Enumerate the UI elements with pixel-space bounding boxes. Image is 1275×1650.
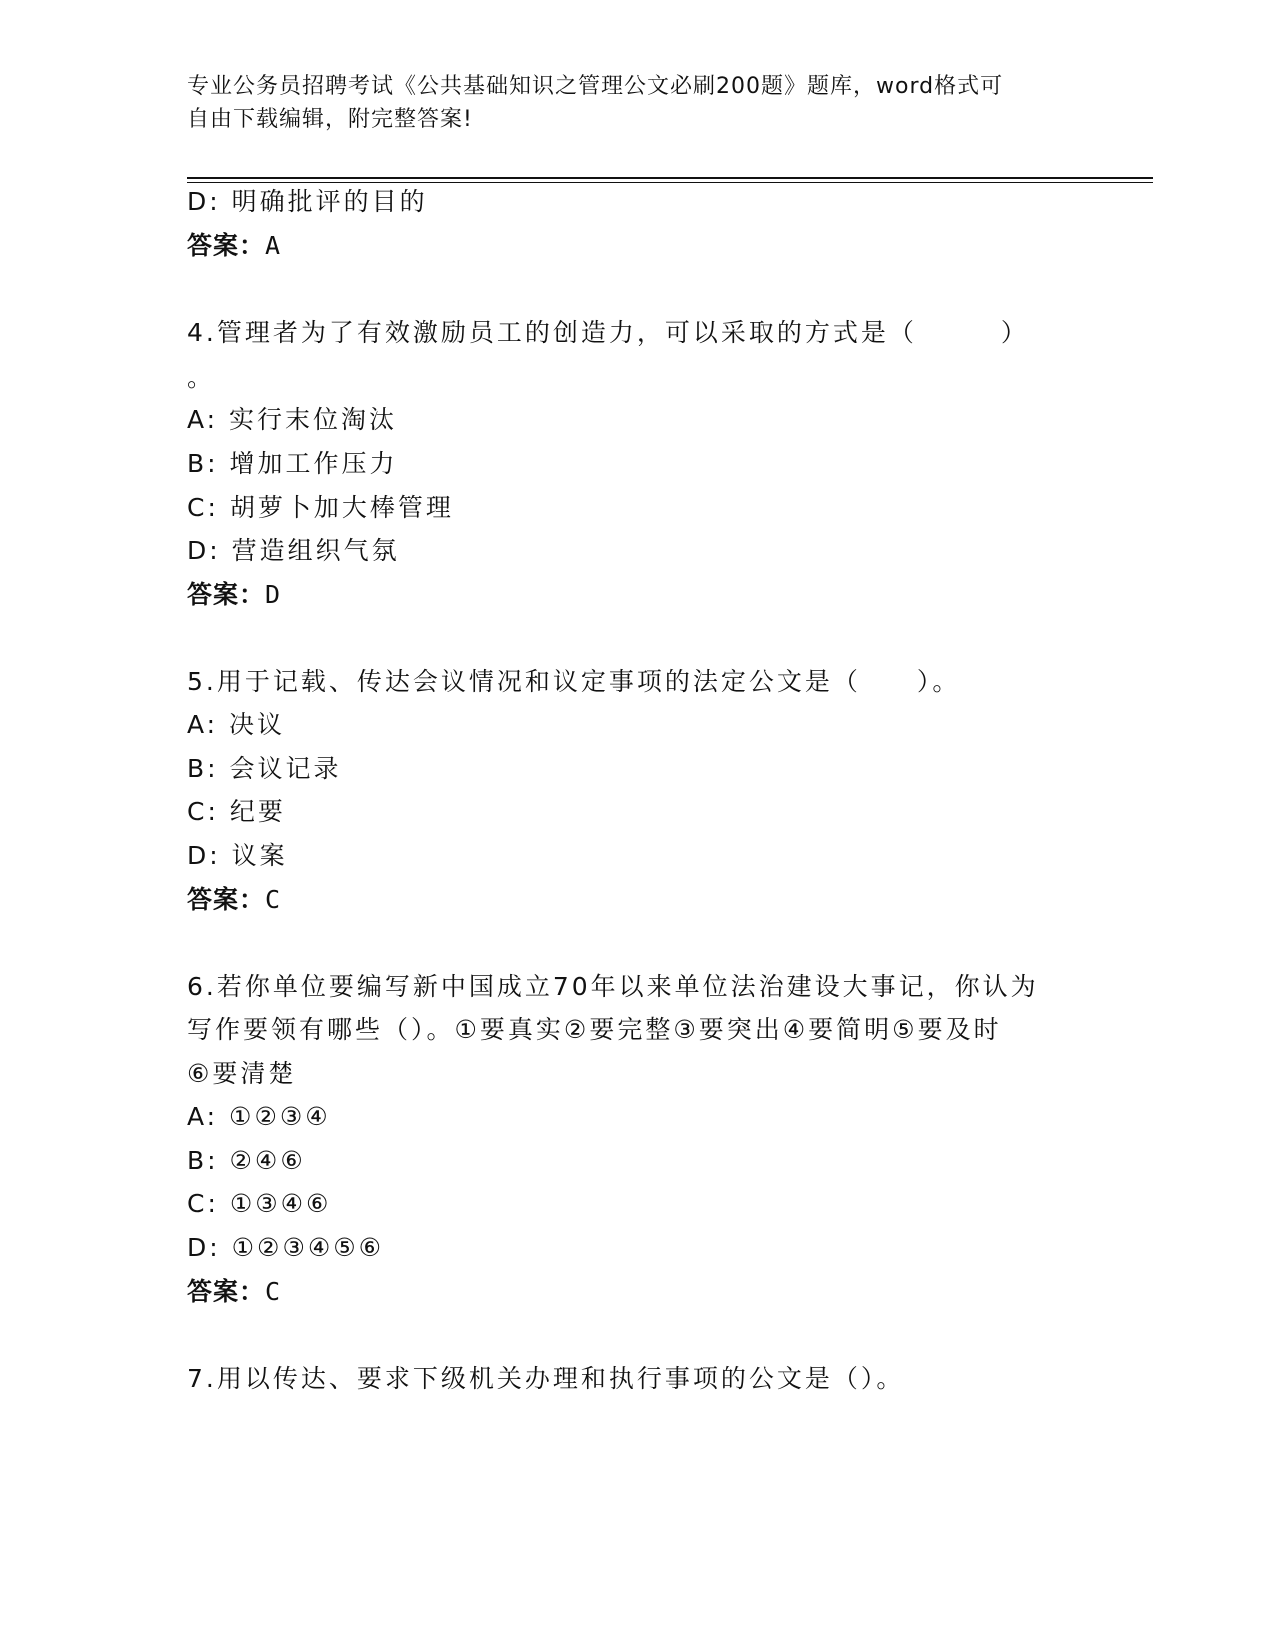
q4-option-c: C: 胡萝卜加大棒管理 (187, 493, 454, 522)
q3-answer (187, 228, 281, 264)
header-line-1: 专业公务员招聘考试《公共基础知识之管理公文必刷200题》题库，word格式可 (187, 74, 1004, 99)
q6-stem-line-1: 6.若你单位要编写新中国成立70年以来单位法治建设大事记，你认为 (187, 972, 1039, 1001)
q6-answer-value: C (265, 1277, 282, 1306)
q6-answer (187, 1274, 281, 1310)
q5-option-a: A: 决议 (187, 710, 286, 739)
q5-option-d: D: 议案 (187, 841, 288, 870)
q6-answer-label: 答案： (187, 1277, 266, 1306)
q4-option-b: B: 增加工作压力 (187, 449, 398, 478)
q3-answer-value: A (265, 231, 282, 260)
q7-stem: 7.用以传达、要求下级机关办理和执行事项的公文是（）。 (187, 1364, 905, 1393)
q5-option-c: C: 纪要 (187, 797, 286, 826)
q5-answer (187, 882, 281, 918)
q4-answer-label: 答案： (187, 580, 266, 609)
q6-option-a: A: ①②③④ (187, 1102, 331, 1131)
q5-answer-label: 答案： (187, 885, 266, 914)
q5-option-b: B: 会议记录 (187, 754, 342, 783)
q6-option-b: B: ②④⑥ (187, 1146, 306, 1175)
q4-option-d: D: 营造组织气氛 (187, 536, 400, 565)
q6-option-d: D: ①②③④⑤⑥ (187, 1233, 385, 1262)
q4-answer (187, 577, 281, 613)
q5-stem: 5.用于记载、传达会议情况和议定事项的法定公文是（ ）。 (187, 667, 961, 696)
q6-stem-line-2: 写作要领有哪些（）。①要真实②要完整③要突出④要简明⑤要及时 (187, 1015, 1002, 1044)
header-line-2: 自由下载编辑，附完整答案! (187, 107, 473, 132)
header-divider-thick (187, 177, 1153, 179)
q4-stem-line-2: 。 (187, 363, 216, 392)
header-divider-thin (187, 182, 1153, 183)
q4-option-a: A: 实行末位淘汰 (187, 405, 398, 434)
q3-answer-label: 答案： (187, 231, 266, 260)
q4-stem-line-1: 4.管理者为了有效激励员工的创造力，可以采取的方式是（ ） (187, 318, 1029, 347)
q6-stem-line-3: ⑥要清楚 (187, 1059, 297, 1088)
document-header (187, 70, 1067, 136)
q3-option-d: D: 明确批评的目的 (187, 187, 428, 216)
q4-answer-value: D (265, 580, 282, 609)
q5-answer-value: C (265, 885, 282, 914)
q6-option-c: C: ①③④⑥ (187, 1189, 332, 1218)
